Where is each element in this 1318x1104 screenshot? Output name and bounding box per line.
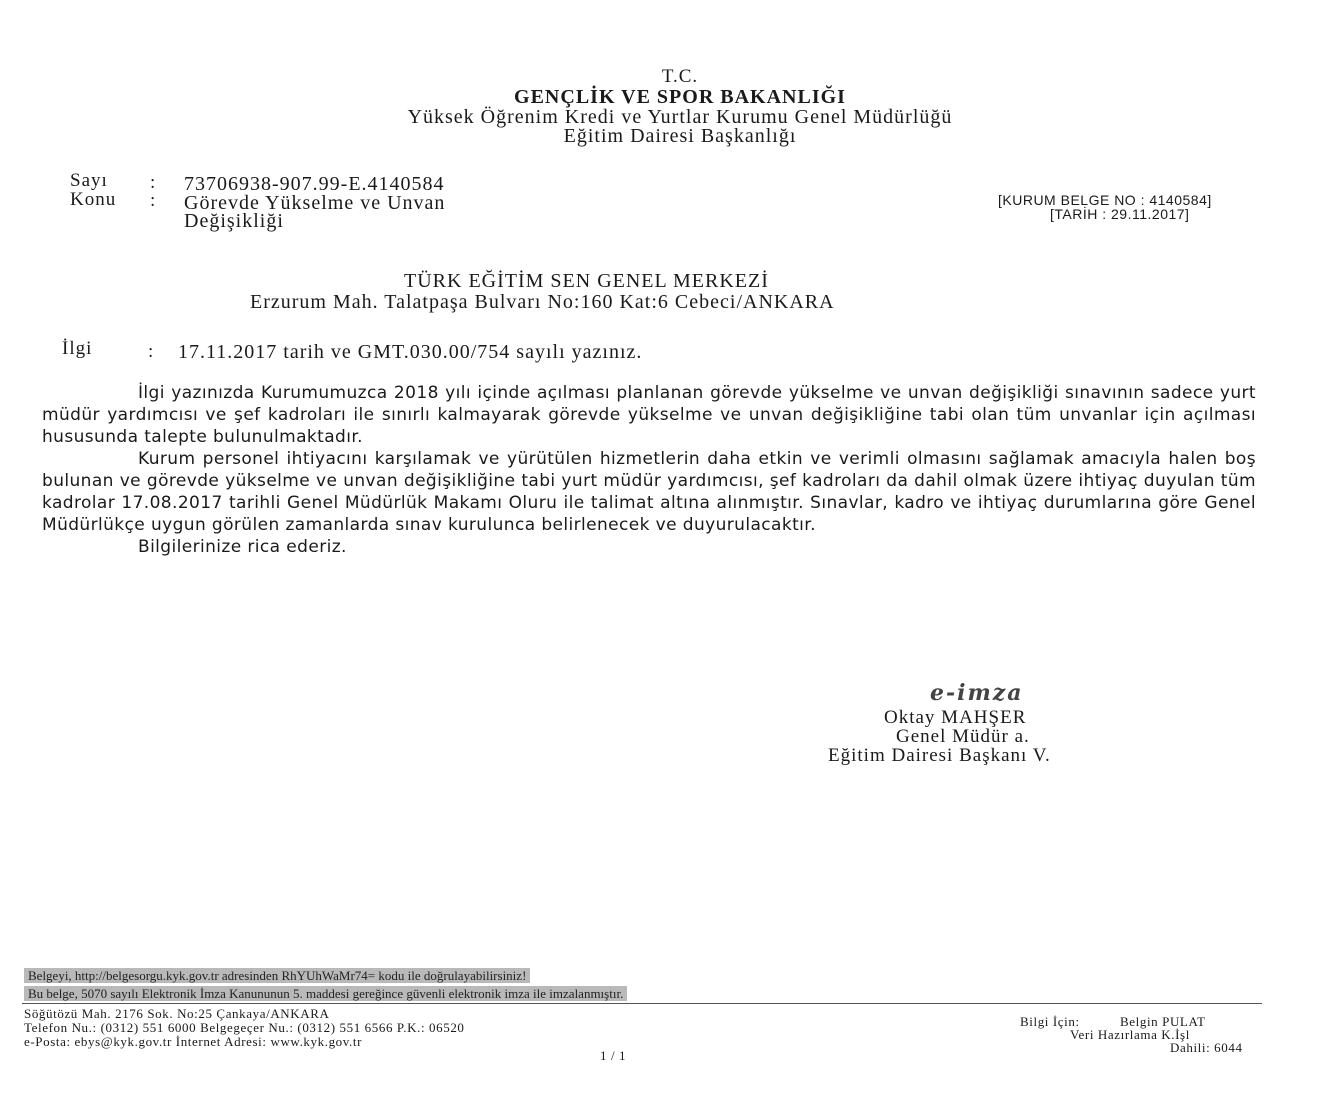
footer-email: e-Posta: ebys@kyk.gov.tr İnternet Adresi: www.kyk.gov.tr xyxy=(24,1034,363,1049)
addressee-address: Erzurum Mah. Talatpaşa Bulvarı No:160 Kat:6 Cebeci/ANKARA xyxy=(250,291,835,313)
sayi-value: 73706938-907.99-E.4140584 xyxy=(184,173,445,195)
konu-label: Konu xyxy=(70,189,117,210)
konu-colon: : xyxy=(150,190,156,211)
header-directorate: Yüksek Öğrenim Kredi ve Yurtlar Kurumu Genel Müdürlüğü xyxy=(407,106,953,128)
info-ext: Dahili: 6044 xyxy=(1170,1040,1243,1055)
verification-link-line: Belgeyi, http://belgesorgu.kyk.gov.tr adresinden RhYUhWaMr74= kodu ile doğrulayabilirsiniz! xyxy=(24,968,530,983)
info-name: Belgin PULAT xyxy=(1120,1014,1206,1029)
footer-phone: Telefon Nu.: (0312) 551 6000 Belgegeçer Nu.: (0312) 551 6566 P.K.: 06520 xyxy=(24,1020,465,1035)
ilgi-colon: : xyxy=(148,341,154,362)
sayi-label: Sayı xyxy=(70,170,108,191)
konu-value-line1: Görevde Yükselme ve Unvan xyxy=(184,192,446,214)
kurum-tarih: [TARİH : 29.11.2017] xyxy=(1050,206,1190,222)
ilgi-label: İlgi xyxy=(62,338,93,359)
signer-title-2: Eğitim Dairesi Başkanı V. xyxy=(828,745,1051,766)
e-imza-mark: e-imza xyxy=(930,680,1024,706)
addressee-name: TÜRK EĞİTİM SEN GENEL MERKEZİ xyxy=(404,270,769,292)
header-ministry: GENÇLİK VE SPOR BAKANLIĞI xyxy=(514,86,846,108)
konu-value-line2: Değişikliği xyxy=(184,210,284,232)
esignature-notice-line: Bu belge, 5070 sayılı Elektronik İmza Kanununun 5. maddesi gereğince güvenli elektronik imza ile imzalanmıştır. xyxy=(24,986,627,1001)
info-title: Veri Hazırlama K.İşl xyxy=(1070,1027,1190,1042)
header-department: Eğitim Dairesi Başkanlığı xyxy=(563,125,797,147)
footer-rule xyxy=(22,1003,1262,1004)
kurum-belge-no: [KURUM BELGE NO : 4140584] xyxy=(998,192,1212,208)
body-paragraph-2: Kurum personel ihtiyacını karşılamak ve yürütülen hizmetlerin daha etkin ve verimli olmasını sağlamak amacıyla halen boş bulunan ve görevde yükselme ve unvan değişikliğine tabi yurt müdür yardımcısı, şef kadroları da dahil olmak üzere ihtiyaç duyulan tüm kadrolar 17.08.2017 tarihli Genel Müdürlük Makamı Oluru ile talimat altına alınmıştır. Sınavlar, kadro ve ihtiyaç durumlarına göre Genel Müdürlükçe uygun görülen zamanlarda sınav kurulunca belirlenecek ve duyurulacaktır. xyxy=(42,449,1256,535)
signer-name: Oktay MAHŞER xyxy=(884,707,1027,728)
ilgi-text: 17.11.2017 tarih ve GMT.030.00/754 sayılı yazınız. xyxy=(178,341,643,363)
letter-body xyxy=(42,382,1256,558)
info-label: Bilgi İçin: xyxy=(1020,1014,1080,1029)
sayi-colon: : xyxy=(150,172,156,193)
footer-address: Söğütözü Mah. 2176 Sok. No:25 Çankaya/ANKARA xyxy=(24,1006,330,1021)
signer-title-1: Genel Müdür a. xyxy=(896,726,1030,747)
body-closing: Bilgilerinize rica ederiz. xyxy=(138,537,347,557)
page-number: 1 / 1 xyxy=(600,1048,627,1063)
body-paragraph-1: İlgi yazınızda Kurumumuzca 2018 yılı içinde açılması planlanan görevde yükselme ve unvan değişikliği sınavının sadece yurt müdür yardımcısı ve şef kadroları ile sınırlı kalmayarak görevde yükselme ve unvan değişikliğine tabi olan tüm unvanlar için açılması hususunda talepte bulunulmaktadır. xyxy=(42,383,1256,447)
header-tc: T.C. xyxy=(661,66,699,87)
